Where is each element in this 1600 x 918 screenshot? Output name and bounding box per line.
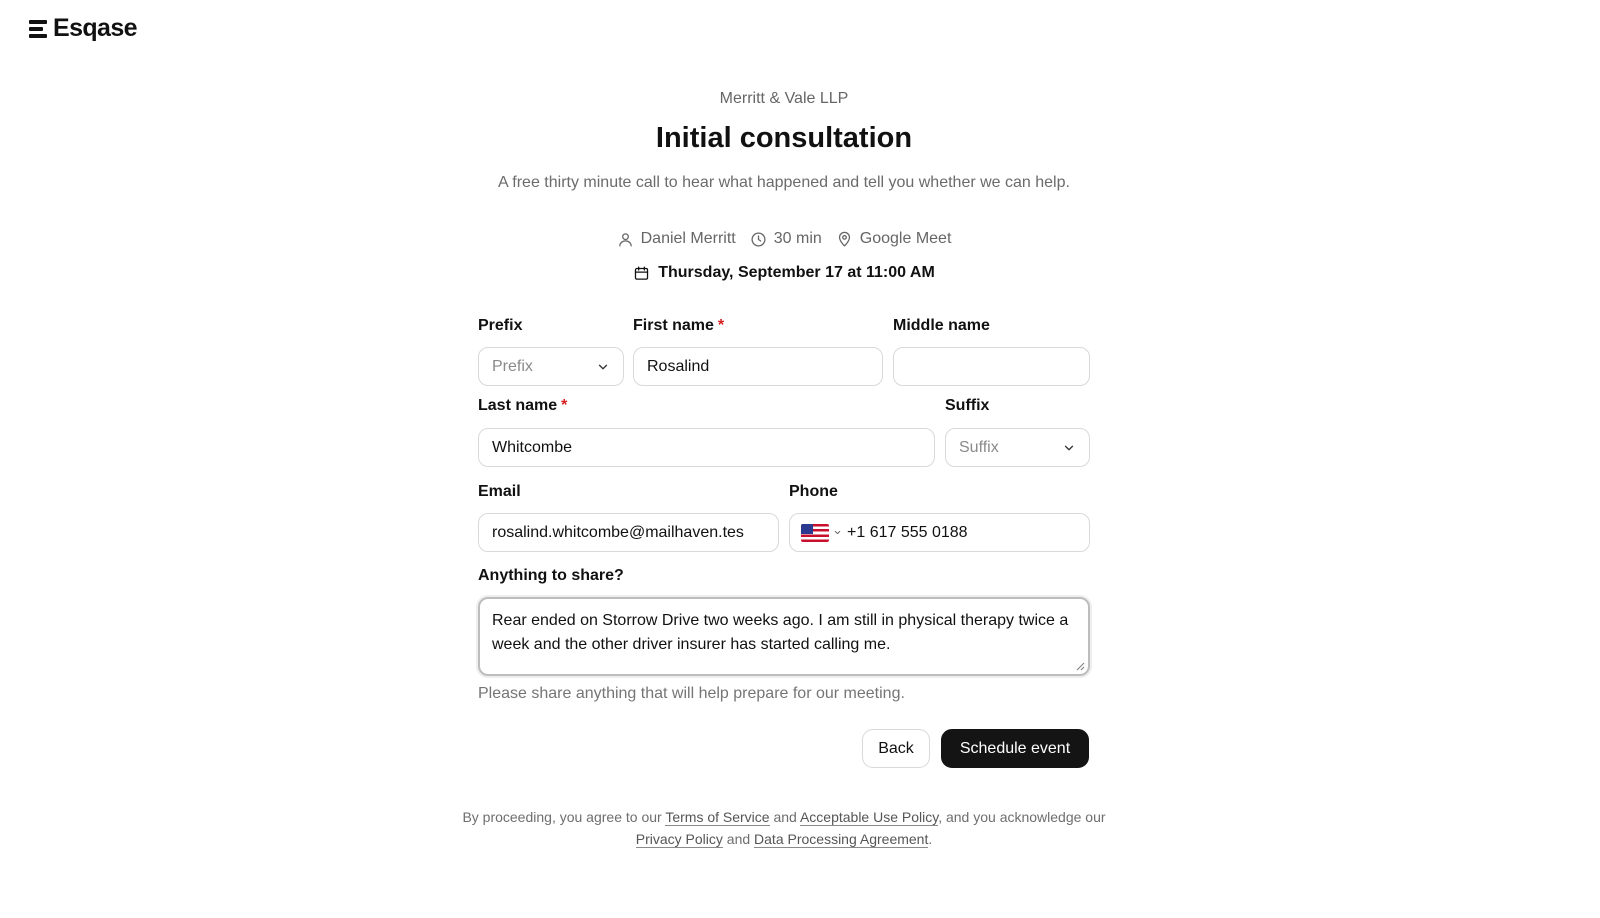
privacy-policy-link[interactable]: Privacy Policy xyxy=(635,831,723,847)
event-host xyxy=(617,230,736,248)
terms-of-service-link[interactable]: Terms of Service xyxy=(665,809,770,825)
firm-name: Merritt & Vale LLP xyxy=(719,90,849,107)
suffix-label: Suffix xyxy=(945,397,990,414)
last-name-label: Last name * xyxy=(478,397,568,414)
suffix-placeholder: Suffix xyxy=(959,438,999,456)
phone-input[interactable] xyxy=(789,513,1090,552)
email-value: rosalind.whitcombe@mailhaven.tes xyxy=(492,523,744,541)
legal-notice xyxy=(438,806,1130,850)
phone-value: +1 617 555 0188 xyxy=(847,523,968,541)
last-name-input[interactable] xyxy=(478,428,935,467)
datetime-text: Thursday, September 17 at 11:00 AM xyxy=(658,264,935,281)
first-name-label: First name * xyxy=(633,317,725,334)
event-datetime xyxy=(478,264,1090,282)
host-name: Daniel Merritt xyxy=(640,230,736,247)
logo-mark-icon xyxy=(29,20,47,38)
legal-text: By proceeding, you agree to our xyxy=(462,809,662,825)
last-name-value: Whitcombe xyxy=(492,438,573,456)
prefix-label: Prefix xyxy=(478,317,523,334)
clock-icon xyxy=(750,231,767,248)
legal-text: . xyxy=(928,831,933,847)
event-meta xyxy=(478,230,1090,248)
user-icon xyxy=(617,231,634,248)
notes-helper-text: Please share anything that will help prepare for our meeting. xyxy=(478,685,905,702)
duration-text: 30 min xyxy=(773,230,822,247)
prefix-select[interactable] xyxy=(478,347,624,386)
map-pin-icon xyxy=(836,231,853,248)
us-flag-icon[interactable] xyxy=(801,524,829,542)
calendar-icon xyxy=(633,265,650,282)
phone-label: Phone xyxy=(789,483,838,500)
prefix-placeholder: Prefix xyxy=(492,357,533,375)
schedule-event-button[interactable]: Schedule event xyxy=(941,729,1089,768)
required-mark: * xyxy=(717,317,725,334)
first-name-input[interactable] xyxy=(633,347,883,386)
brand-name: Esqase xyxy=(53,14,137,42)
chevron-down-icon[interactable] xyxy=(833,528,842,537)
acceptable-use-policy-link[interactable]: Acceptable Use Policy xyxy=(799,809,939,825)
notes-textarea[interactable] xyxy=(478,597,1090,676)
email-label: Email xyxy=(478,483,521,500)
data-processing-agreement-link[interactable]: Data Processing Agreement xyxy=(754,831,929,847)
brand-logo[interactable] xyxy=(29,14,137,43)
resize-handle-icon[interactable] xyxy=(1075,661,1085,671)
legal-text: and xyxy=(773,809,797,825)
legal-text: and xyxy=(726,831,751,847)
suffix-select[interactable] xyxy=(945,428,1090,467)
notes-value: Rear ended on Storrow Drive two weeks ago. I am still in physical therapy twice a week and the other driver insurer has started calling me. xyxy=(492,612,1069,653)
legal-text: , and you acknowledge our xyxy=(938,809,1106,825)
first-name-value: Rosalind xyxy=(647,357,710,375)
event-duration xyxy=(750,230,822,248)
location-text: Google Meet xyxy=(859,230,952,247)
chevron-down-icon xyxy=(596,360,610,374)
middle-name-label: Middle name xyxy=(893,317,990,334)
event-location xyxy=(836,230,952,248)
notes-label: Anything to share? xyxy=(478,567,624,584)
chevron-down-icon xyxy=(1062,441,1076,455)
required-mark: * xyxy=(561,397,568,414)
event-description: A free thirty minute call to hear what happened and tell you whether we can help. xyxy=(498,174,1070,191)
event-title: Initial consultation xyxy=(655,122,913,154)
middle-name-input[interactable] xyxy=(893,347,1090,386)
back-button[interactable]: Back xyxy=(862,729,930,768)
email-input[interactable] xyxy=(478,513,779,552)
